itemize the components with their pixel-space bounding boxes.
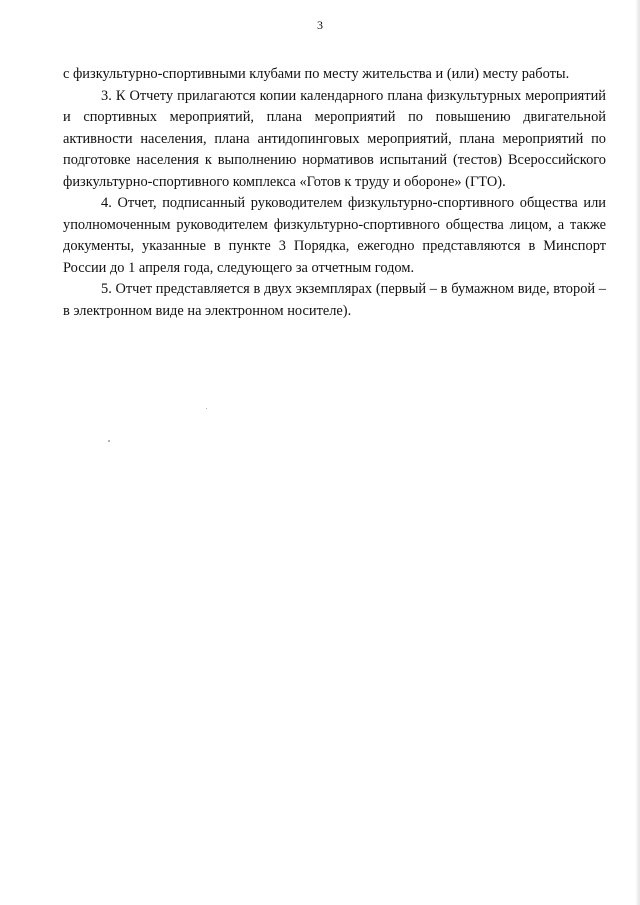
scan-speck	[108, 440, 110, 442]
paragraph-item-3-attachments: 3. К Отчету прилагаются копии календарного плана физкультурных мероприятий и спортивных мероприятий, плана мероприятий по повышению двигательной активности населения, плана антидопинговых мероприятий, плана мероприятий по подготовке населения к выполнению нормативов испытаний (тестов) Всероссийского физкультурно-спортивного комплекса «Готов к труду и обороне» (ГТО).	[63, 87, 606, 190]
paragraph-continuation: с физкультурно-спортивными клубами по месту жительства и (или) месту работы.	[63, 66, 570, 82]
scan-speck	[206, 408, 207, 409]
paragraph-item-5-copies: 5. Отчет представляется в двух экземплярах (первый – в бумажном виде, второй – в электронном виде на электронном носителе).	[63, 281, 606, 319]
paragraph-item-4-submission: 4. Отчет, подписанный руководителем физкультурно-спортивного общества или уполномоченным руководителем физкультурно-спортивного общества лицом, а также документы, указанные в пункте 3 Порядка, ежегодно представляются в Минспорт России до 1 апреля года, следующего за отчетным годом.	[63, 195, 606, 276]
document-body	[63, 64, 606, 322]
scan-edge-shadow	[635, 0, 640, 905]
page-number: 3	[317, 18, 323, 32]
